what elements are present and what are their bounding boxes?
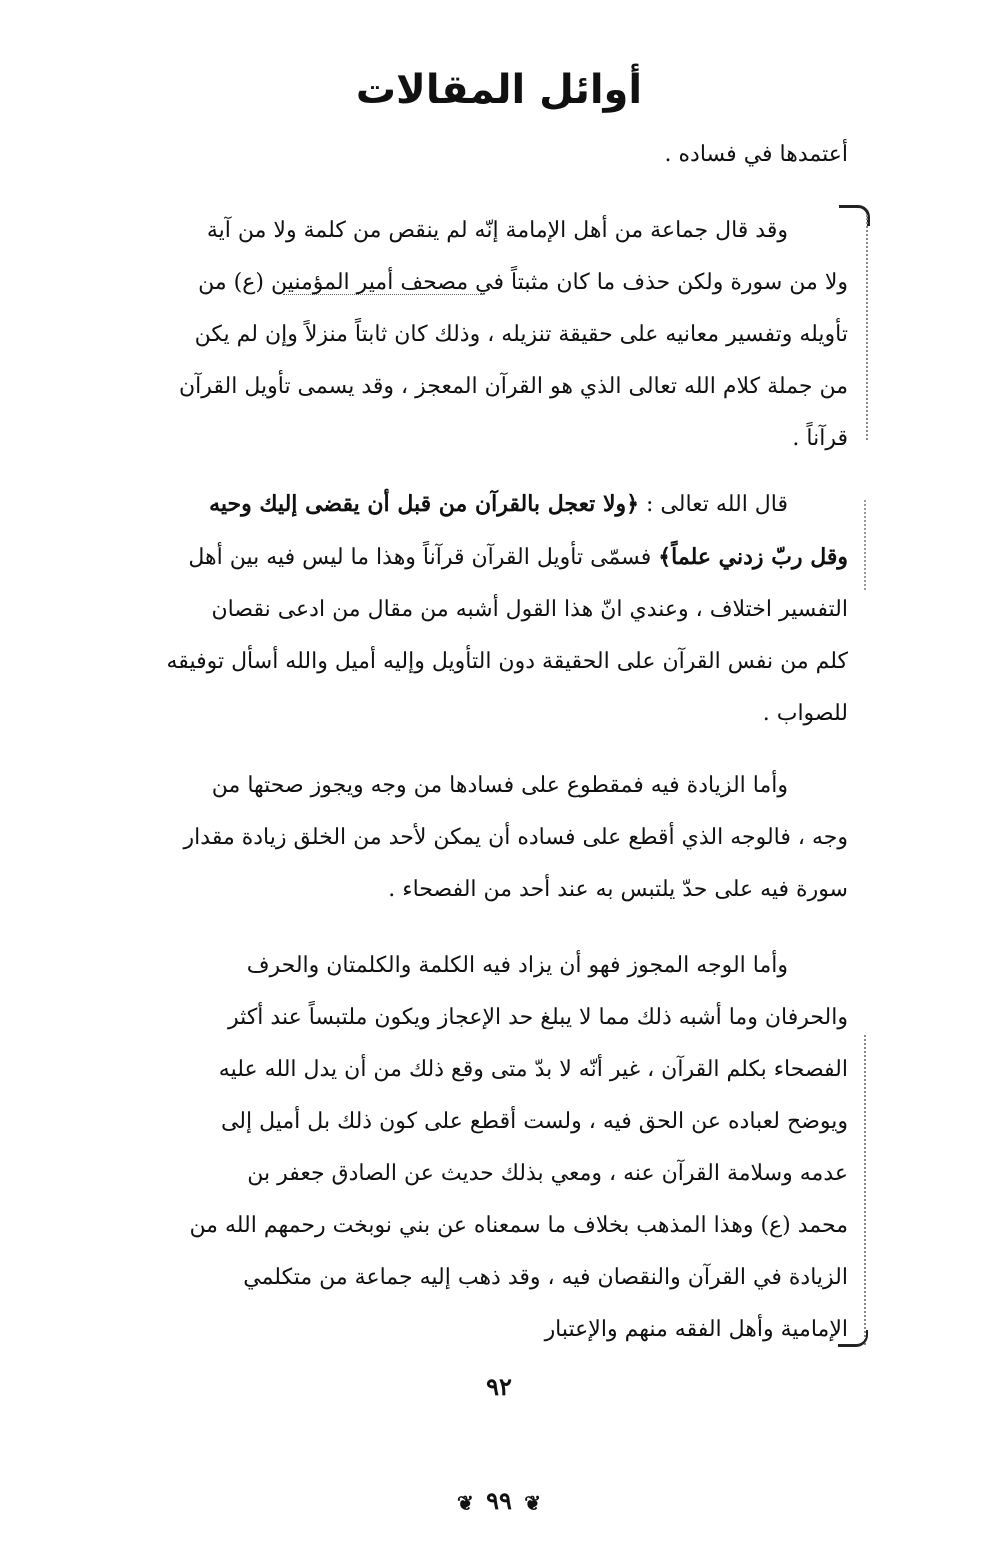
paragraph-4 bbox=[130, 940, 848, 1356]
text-line: عدمه وسلامة القرآن عنه ، ومعي بذلك حديث عن الصادق جعفر بن bbox=[247, 1161, 848, 1186]
margin-bracket-line bbox=[864, 500, 866, 590]
text-line bbox=[130, 478, 848, 531]
text-line: كلم من نفس القرآن على الحقيقة دون التأويل وإليه أميل والله أسأل توفيقه bbox=[166, 649, 848, 674]
text-line: للصواب . bbox=[762, 701, 848, 726]
text-line: ويوضح لعباده عن الحق فيه ، ولست أقطع على كون ذلك بل أميل إلى bbox=[220, 1109, 848, 1134]
text-span: فسمّى تأويل القرآن قرآناً وهذا ما ليس فيه بين أهل bbox=[188, 545, 652, 570]
text-line: وجه ، فالوجه الذي أقطع على فساده أن يمكن لأحد من الخلق زيادة مقدار bbox=[183, 825, 848, 850]
sequence-number-value: ٩٩ bbox=[486, 1486, 512, 1515]
paragraph-2 bbox=[130, 478, 848, 740]
text-line: ولا من سورة ولكن حذف ما كان مثبتاً في مصحف أمير المؤمنين (ع) من bbox=[198, 270, 848, 295]
margin-bracket-line bbox=[866, 215, 868, 440]
margin-bracket-line bbox=[864, 1035, 866, 1345]
paragraph-1 bbox=[130, 205, 848, 465]
sequence-number bbox=[0, 1486, 998, 1515]
text-line: التفسير اختلاف ، وعندي انّ هذا القول أشبه من مقال من ادعى نقصان bbox=[211, 597, 848, 622]
paragraph-3 bbox=[130, 760, 848, 916]
text-line: الزيادة في القرآن والنقصان فيه ، وقد ذهب إليه جماعة من متكلمي bbox=[243, 1265, 848, 1290]
text-line: سورة فيه على حدّ يلتبس به عند أحد من الفصحاء . bbox=[388, 877, 848, 902]
text-line: وقد قال جماعة من أهل الإمامة إنّه لم ينقص من كلمة ولا من آية bbox=[206, 218, 788, 243]
quran-quote: وقل ربّ زدني علماً﴾ bbox=[658, 544, 848, 570]
continuation-line: أعتمدها في فساده . bbox=[664, 142, 848, 167]
text-line: من جملة كلام الله تعالى الذي هو القرآن المعجز ، وقد يسمى تأويل القرآن bbox=[178, 374, 848, 399]
text-line: تأويله وتفسير معانيه على حقيقة تنزيله ، وذلك كان ثابتاً منزلاً وإن لم يكن bbox=[194, 322, 848, 347]
quran-quote: ﴿ولا تعجل بالقرآن من قبل أن يقضى إليك وحيه bbox=[209, 491, 640, 517]
page-number: ٩٢ bbox=[486, 1372, 512, 1401]
text-line: والحرفان وما أشبه ذلك مما لا يبلغ حد الإعجاز ويكون ملتبساً عند أكثر bbox=[228, 1005, 848, 1030]
page-title: أوائل المقالات bbox=[355, 67, 643, 113]
text-line: قرآناً . bbox=[792, 426, 848, 451]
text-line: وأما الوجه المجوز فهو أن يزاد فيه الكلمة والكلمتان والحرف bbox=[246, 953, 788, 978]
text-line: الإمامية وأهل الفقه منهم والإعتبار bbox=[544, 1317, 848, 1342]
quote-intro: قال الله تعالى : bbox=[646, 492, 788, 517]
text-line: الفصحاء بكلم القرآن ، غير أنّه لا بدّ متى وقع ذلك من أن يدل الله عليه bbox=[218, 1057, 848, 1082]
text-line: وأما الزيادة فيه فمقطوع على فسادها من وجه ويجوز صحتها من bbox=[211, 773, 788, 798]
ornament-icon: ❦ bbox=[456, 1490, 474, 1515]
text-line: محمد (ع) وهذا المذهب بخلاف ما سمعناه عن بني نوبخت رحمهم الله من bbox=[189, 1213, 848, 1238]
ornament-icon: ❦ bbox=[524, 1490, 542, 1515]
text-line bbox=[130, 531, 848, 584]
